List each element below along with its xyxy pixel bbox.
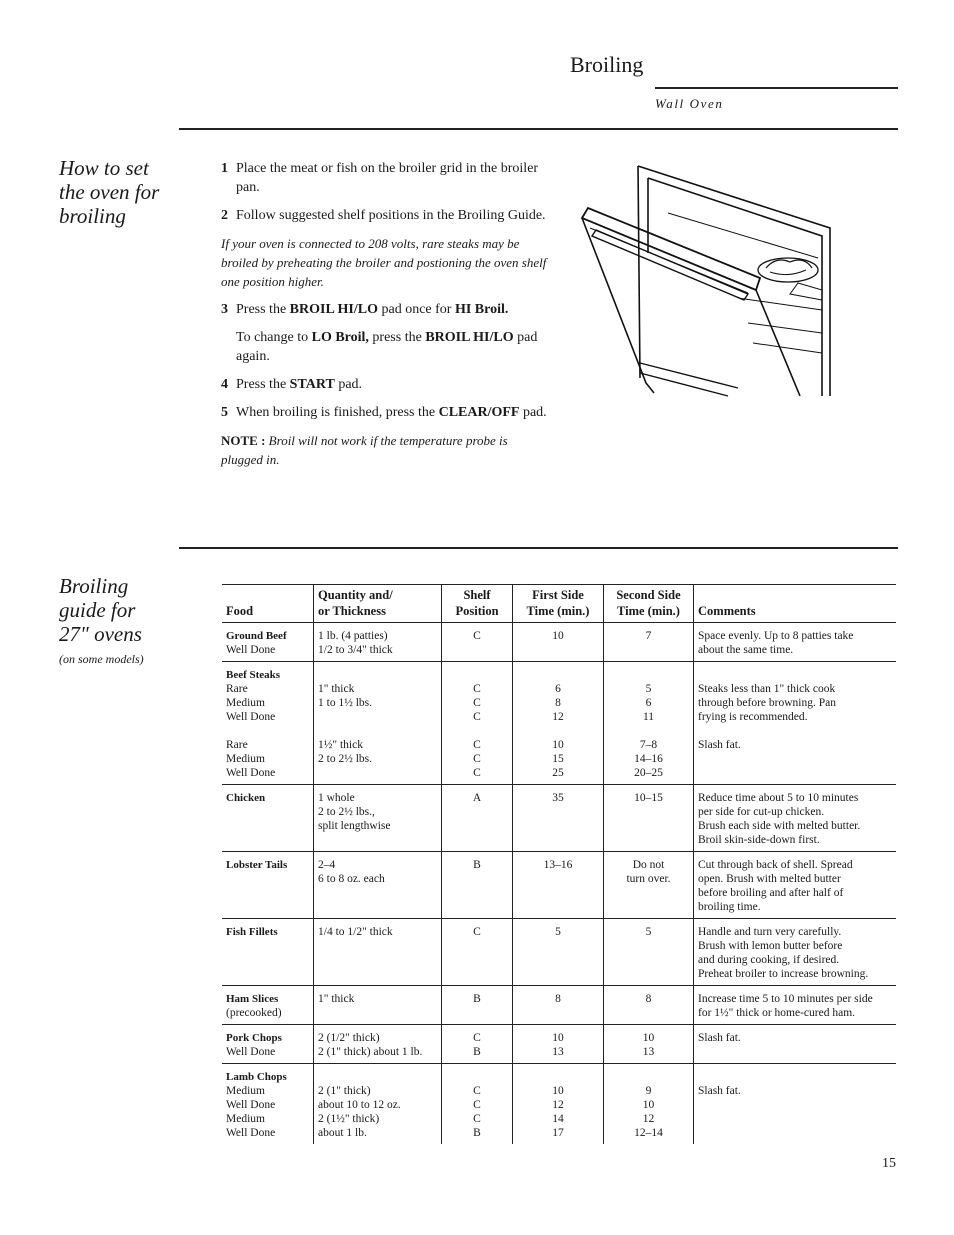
cell-first-side: 10 — [513, 623, 604, 662]
cell-quantity: 1 whole 2 to 2½ lbs., split lengthwise — [314, 785, 442, 852]
step-text: Place the meat or fish on the broiler grid in the broiler pan. — [236, 161, 539, 195]
table-row — [222, 1025, 896, 1064]
cell-shelf: C C C B — [442, 1064, 513, 1145]
cell-quantity: 1" thick — [314, 986, 442, 1025]
step-text: Follow suggested shelf positions in the Broiling Guide. — [236, 208, 546, 223]
step-text: pad again. — [236, 330, 538, 364]
step-3 — [221, 300, 551, 319]
col-header-food: Food — [222, 585, 314, 623]
heading-line: How to set — [59, 156, 149, 180]
broiling-steps — [221, 159, 551, 478]
food-name: Ham Slices — [226, 993, 279, 1005]
note-text: Broil will not work if the temperature probe is plugged in. — [221, 433, 508, 467]
cell-shelf: A — [442, 785, 513, 852]
cell-first-side: 10 12 14 17 — [513, 1064, 604, 1145]
cell-shelf: C B — [442, 1025, 513, 1064]
cell-second-side: 5 6 11 7–8 14–16 20–25 — [604, 662, 694, 785]
mode-name: HI Broil. — [454, 302, 509, 317]
section-heading-broiling-guide — [59, 574, 179, 646]
cell-comments: Reduce time about 5 to 10 minutes per side for cut-up chicken. Brush each side with melted butter. Broil skin-side-down first. — [694, 785, 897, 852]
step-5 — [221, 403, 551, 422]
page-subtitle: Wall Oven — [655, 96, 724, 111]
heading-line: the oven for — [59, 180, 160, 204]
cell-shelf: C — [442, 623, 513, 662]
cell-second-side: Do not turn over. — [604, 852, 694, 919]
table-row — [222, 1064, 896, 1145]
step-2 — [221, 206, 551, 225]
heading-line: 27" ovens — [59, 622, 142, 646]
step-text: pad. — [519, 405, 547, 420]
step-3-detail — [221, 328, 551, 366]
cell-shelf: C — [442, 919, 513, 986]
cell-shelf: B — [442, 852, 513, 919]
food-name: Beef Steaks — [226, 669, 281, 681]
pad-name: START — [289, 377, 335, 392]
table-body — [222, 623, 896, 1145]
models-note: (on some models) — [59, 652, 144, 666]
step-number: 1 — [221, 161, 228, 176]
food-name: Fish Fillets — [226, 926, 278, 938]
food-name: Pork Chops — [226, 1032, 282, 1044]
cell-quantity: 2 (1/2" thick) 2 (1" thick) about 1 lb. — [314, 1025, 442, 1064]
cell-comments: Slash fat. — [698, 1085, 741, 1097]
cell-food — [222, 623, 314, 662]
mode-name: LO Broil, — [311, 330, 369, 345]
cell-first-side: 13–16 — [513, 852, 604, 919]
table-row — [222, 623, 896, 662]
voltage-note: If your oven is connected to 208 volts, rare steaks may be broiled by preheating the broiler and postioning the oven shelf one position higher. — [221, 236, 547, 289]
col-header-comments: Comments — [694, 585, 897, 623]
table-row — [222, 986, 896, 1025]
cell-first-side: 35 — [513, 785, 604, 852]
note-label: NOTE : — [221, 433, 266, 448]
col-header-shelf: Shelf Position — [442, 585, 513, 623]
section-divider-top — [179, 128, 898, 130]
table-row — [222, 919, 896, 986]
cell-comments: Space evenly. Up to 8 patties take about the same time. — [694, 623, 897, 662]
step-text: pad. — [334, 377, 363, 392]
food-name: Ground Beef — [226, 630, 287, 642]
step-1 — [221, 159, 551, 197]
col-header-first-side: First Side Time (min.) — [513, 585, 604, 623]
table-row — [222, 785, 896, 852]
food-name: Chicken — [226, 792, 266, 804]
cell-comments: Cut through back of shell. Spread open. Brush with melted butter before broiling and after half of broiling time. — [694, 852, 897, 919]
food-doneness: Medium Well Done Medium Well Done — [226, 1085, 276, 1139]
cell-shelf: B — [442, 986, 513, 1025]
pad-name: CLEAR/OFF — [438, 405, 520, 420]
cell-quantity: 1 lb. (4 patties) 1/2 to 3/4" thick — [314, 623, 442, 662]
cell-quantity: 2 (1" thick) about 10 to 12 oz. 2 (1½" thick) about 1 lb. — [314, 1064, 442, 1145]
cell-quantity: 1" thick 1 to 1½ lbs. 1½" thick 2 to 2½ lbs. — [314, 662, 442, 785]
step-number: 5 — [221, 405, 228, 420]
table-row — [222, 852, 896, 919]
table-header-row — [222, 585, 896, 623]
cell-second-side: 9 10 12 12–14 — [604, 1064, 694, 1145]
step-text: To change to — [236, 330, 312, 345]
step-4 — [221, 375, 551, 394]
page-number: 15 — [882, 1156, 896, 1171]
heading-line: guide for — [59, 598, 136, 622]
cell-comments: Handle and turn very carefully. Brush with lemon butter before and during cooking, if desired. Preheat broiler to increase browning. — [694, 919, 897, 986]
food-doneness: Well Done — [226, 644, 276, 656]
table-row — [222, 662, 896, 785]
cell-comments: Steaks less than 1" thick cook through before browning. Pan frying is recommended. Slash fat. — [694, 662, 897, 785]
food-doneness: Well Done — [226, 1046, 276, 1058]
probe-note — [221, 431, 551, 469]
section-heading-how-to-set — [59, 156, 179, 228]
col-header-quantity: Quantity and/ or Thickness — [314, 585, 442, 623]
food-name: Lamb Chops — [226, 1071, 287, 1083]
cell-food — [222, 986, 314, 1025]
step-text: When broiling is finished, press the — [236, 405, 439, 420]
cell-food — [222, 662, 314, 785]
col-header-second-side: Second Side Time (min.) — [604, 585, 694, 623]
cell-quantity: 1/4 to 1/2" thick — [314, 919, 442, 986]
food-doneness: Rare Medium Well Done Rare Medium Well Done — [226, 683, 276, 779]
cell-food — [222, 785, 314, 852]
heading-line: broiling — [59, 204, 126, 228]
cell-shelf: C C C C C C — [442, 662, 513, 785]
broiling-guide-table — [222, 584, 896, 1144]
cell-first-side: 10 13 — [513, 1025, 604, 1064]
pad-name: BROIL HI/LO — [425, 330, 514, 345]
step-number: 2 — [221, 208, 228, 223]
header-divider — [655, 87, 898, 89]
cell-food — [222, 1025, 314, 1064]
cell-comments: Slash fat. — [694, 1025, 897, 1064]
step-number: 3 — [221, 302, 228, 317]
step-text: Press the — [236, 377, 290, 392]
cell-comments: Increase time 5 to 10 minutes per side for 1½" thick or home-cured ham. — [694, 986, 897, 1025]
cell-food — [222, 919, 314, 986]
cell-second-side: 5 — [604, 919, 694, 986]
cell-second-side: 7 — [604, 623, 694, 662]
cell-quantity: 2–4 6 to 8 oz. each — [314, 852, 442, 919]
food-name: Lobster Tails — [226, 859, 288, 871]
cell-first-side: 6 8 12 10 15 25 — [513, 662, 604, 785]
cell-first-side: 5 — [513, 919, 604, 986]
step-text: pad once for — [377, 302, 455, 317]
step-number: 4 — [221, 377, 228, 392]
section-divider-middle — [179, 547, 898, 549]
food-doneness: (precooked) — [226, 1007, 282, 1019]
cell-second-side: 10–15 — [604, 785, 694, 852]
page-title: Broiling — [570, 52, 644, 77]
cell-first-side: 8 — [513, 986, 604, 1025]
step-text: press the — [368, 330, 426, 345]
pad-name: BROIL HI/LO — [289, 302, 378, 317]
cell-food — [222, 852, 314, 919]
cell-second-side: 10 13 — [604, 1025, 694, 1064]
heading-line: Broiling — [59, 574, 129, 598]
oven-door-open-illustration — [578, 158, 838, 398]
step-text: Press the — [236, 302, 290, 317]
cell-second-side: 8 — [604, 986, 694, 1025]
cell-food — [222, 1064, 314, 1145]
